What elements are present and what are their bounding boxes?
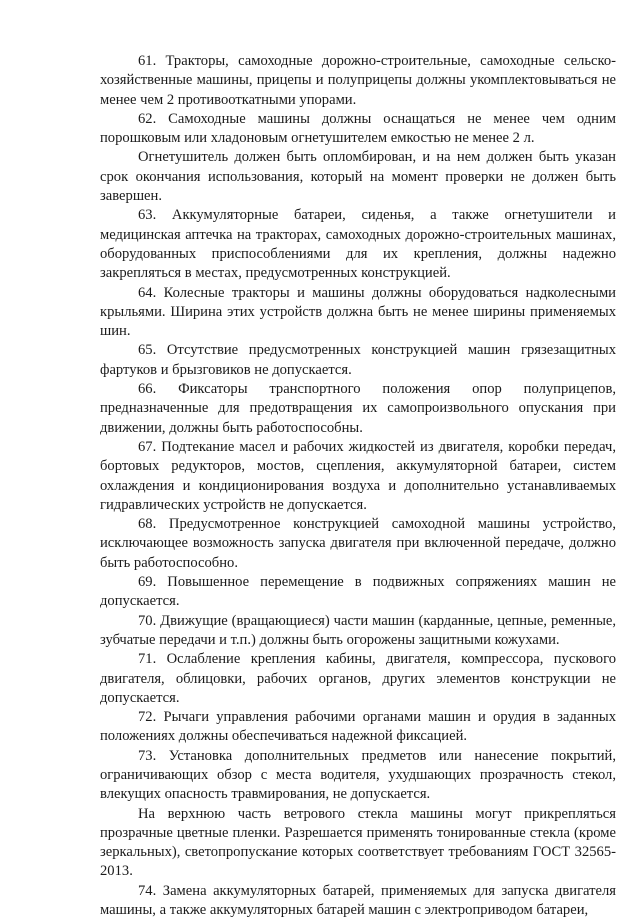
- document-body: [100, 52, 616, 920]
- paragraph-72: 72. Рычаги управления рабочими органами машин и орудия в заданных положениях должны обеспечиваться надежной фиксацией.: [100, 709, 616, 745]
- paragraph-68: 68. Предусмотренное конструкцией самоходной машины устройство, исключающее возможность запуска двигателя при включенной передаче, должно быть работоспособно.: [100, 516, 616, 571]
- paragraph-62-extinguisher: Огнетушитель должен быть опломбирован, и на нем должен быть указан срок окончания использования, который на момент проверки не должен быть завершен.: [100, 149, 616, 205]
- paragraph-69: 69. Повышенное перемещение в подвижных сопряжениях машин не допускается.: [100, 574, 616, 610]
- paragraph-70: 70. Движущие (вращающиеся) части машин (карданные, цепные, ременные, зубчатые передачи и т.п.) должны быть огорожены защитными кожухами.: [100, 612, 616, 648]
- paragraph-62: 62. Самоходные машины должны оснащаться не менее чем одним порошковым или хладоновым огнетушителем емкостью не менее 2 л.: [100, 110, 616, 147]
- paragraph-66: 66. Фиксаторы транспортного положения опор полуприцепов, предназначенные для предотвращения их самопроизвольного опускания при движении, должны быть работоспособны.: [100, 381, 616, 436]
- paragraph-61: 61. Тракторы, самоходные дорожно-строительные, самоходные сельско-хозяйственные машины, прицепы и полуприцепы должны укомплектовываться не менее чем 2 противооткатными упорами.: [100, 53, 616, 108]
- paragraph-71: 71. Ослабление крепления кабины, двигателя, компрессора, пускового двигателя, облицовки, рабочих органов, других элементов конструкции не допускается.: [100, 651, 616, 706]
- paragraph-73-film: На верхнюю часть ветрового стекла машины могут прикрепляться прозрачные цветные пленки. Разрешается применять тонированные стекла (кроме зеркальных), светопропускание которых соответствует требованиям ГОСТ 32565-2013.: [100, 805, 616, 880]
- paragraph-64: 64. Колесные тракторы и машины должны оборудоваться надколесными крыльями. Ширина этих устройств должна быть не менее ширины применяемых шин.: [100, 284, 616, 340]
- paragraph-65: 65. Отсутствие предусмотренных конструкцией машин грязезащитных фартуков и брызговиков не допускается.: [100, 342, 616, 378]
- paragraph-63: 63. Аккумуляторные батареи, сиденья, а также огнетушители и медицинская аптечка на тракторах, самоходных дорожно-строительных машинах, оборудованных приспособлениями для их крепления, должны надежно закрепляться в местах, предусмотренных конструкцией.: [100, 207, 616, 282]
- paragraph-74: 74. Замена аккумуляторных батарей, применяемых для запуска двигателя машины, а также аккумуляторных батарей машин с электроприводом батареи,: [100, 882, 616, 919]
- paragraph-67: 67. Подтекание масел и рабочих жидкостей из двигателя, коробки передач, бортовых редукторов, мостов, сцепления, аккумуляторной батареи, систем охлаждения и кондиционирования воздуха и дополнительно устанавливаемых гидравлических устройств не допускается.: [100, 438, 616, 513]
- paragraph-73: 73. Установка дополнительных предметов или нанесение покрытий, ограничивающих обзор с места водителя, ухудшающих прозрачность стекол, влекущих опасность травмирования, не допускается.: [100, 747, 616, 803]
